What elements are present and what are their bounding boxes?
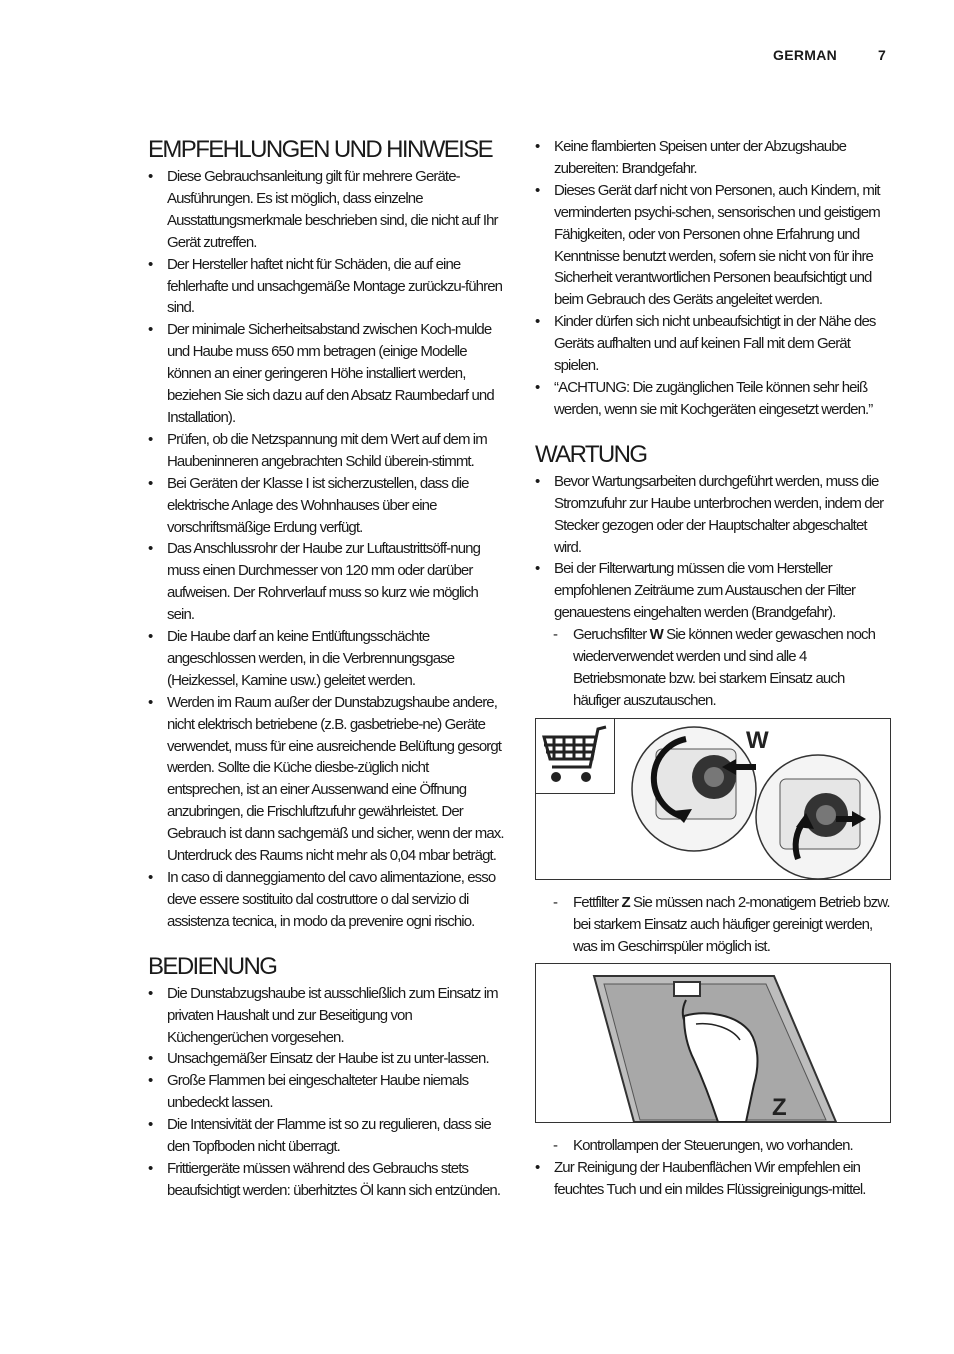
list-item: • Bevor Wartungsarbeiten durchgeführt werden, muss die Stromzufuhr zur Haube unterbrochen werden, indem der Stecker gezogen oder der Hauptschalter abgeschaltet wird. <box>535 472 884 556</box>
section-title-empfehlungen: EMPFEHLUNGEN UND HINWEISE <box>148 136 493 163</box>
bullet: • <box>148 1072 153 1090</box>
bullet: • <box>148 1116 153 1134</box>
bullet: • <box>535 472 540 490</box>
bullet: • <box>535 181 540 199</box>
bullet: • <box>148 540 153 558</box>
bullet: • <box>148 984 153 1002</box>
bullet: • <box>148 321 153 339</box>
bullet: • <box>535 560 540 578</box>
filter-z-illustration <box>536 964 892 1122</box>
right-column <box>535 136 891 1201</box>
bullet: • <box>148 1159 153 1177</box>
dash: - <box>553 893 558 911</box>
section-title-bedienung: BEDIENUNG <box>148 952 277 980</box>
figure-label-z: Z <box>772 1094 787 1122</box>
list-item: • Der Hersteller haftet nicht für Schäden, die auf eine fehlerhafte und unsachgemäße Montage zurückzu-führen sind. <box>148 255 503 317</box>
list-item: • Unsachgemäßer Einsatz der Haube ist zu unter-lassen. <box>148 1048 504 1070</box>
page-number: 7 <box>878 47 886 63</box>
list-empfehlungen <box>148 166 504 933</box>
list-item: • Der minimale Sicherheitsabstand zwischen Koch-mulde und Haube muss 650 mm betragen (einige Modelle können an einer geringeren Höhe installiert werden, beziehen Sie sich dazu auf den Absatz Raumbedarf und Installation). <box>148 321 494 426</box>
figure-label-w: W <box>746 726 769 754</box>
bullet: • <box>535 313 540 331</box>
bullet: • <box>148 693 153 711</box>
bullet: • <box>148 869 153 886</box>
list-item-reinigung: • Zur Reinigung der Haubenflächen Wir empfehlen ein feuchtes Tuch und ein mildes Flüssigreinigungs-mittel. <box>535 1159 866 1199</box>
bullet: • <box>148 1050 153 1068</box>
figure-geruchsfilter <box>535 718 891 880</box>
filter-code-z: Z <box>621 893 630 911</box>
list-item: • Die Dunstabzugshaube ist ausschließlich zum Einsatz im privaten Haushalt und zur Beseitigung von Küchengerüchen vorgesehen. <box>148 984 498 1046</box>
figure-fettfilter <box>535 963 891 1123</box>
list-fettfilter <box>535 892 891 958</box>
dash: - <box>553 626 558 644</box>
list-item: • In caso di danneggiamento del cavo alimentazione, esso deve essere sostituito dal costruttore o dal servizio di assistenza tecnica, in modo da prevenire ogni rischio. <box>148 869 496 930</box>
list-item: • “ACHTUNG: Die zugänglichen Teile können sehr heiß werden, wenn sie mit Kochgeräten eingesetzt werden.” <box>535 378 873 418</box>
list-item-geruchsfilter: - Geruchsfilter W Sie können weder gewaschen noch wiederverwendet werden und sind alle 4 Betriebsmonate bzw. bei starkem Einsatz auch häufiger auszutauschen. <box>553 626 876 709</box>
section-title-wartung: WARTUNG <box>535 440 647 468</box>
list-item: • Prüfen, ob die Netzspannung mit dem Wert auf dem im Haubeninneren angebrachten Schild überein-stimmt. <box>148 430 487 470</box>
list-item: • Die Haube darf an keine Entlüftungsschächte angeschlossen werden, in die Verbrennungsgase (Heizkessel, Kamine usw.) geleitet werden. <box>148 628 455 689</box>
list-item: • Dieses Gerät darf nicht von Personen, auch Kindern, mit verminderten psychi-schen, sensorischen und geistigem Fähigkeiten, oder von Personen ohne Erfahrung und Kenntnisse benutzt werden, sofern sie nicht von für ihre Sicherheit verantwortlichen Personen beaufsichtigt und beim Gebrauch des Geräts angeleitet werden. <box>535 181 880 309</box>
list-item: • Kinder dürfen sich nicht unbeaufsichtigt in der Nähe des Geräts aufhalten und auf keinen Fall mit dem Gerät spielen. <box>535 313 876 375</box>
list-item: • Bei der Filterwartung müssen die vom Hersteller empfohlenen Zeiträume zum Austauschen der Filter genauestens eingehalten werden (Brandgefahr). <box>535 560 856 622</box>
list-item-fettfilter: - Fettfilter Z Sie müssen nach 2-monatigem Betrieb bzw. bei starkem Einsatz auch häufiger gereinigt werden, was im Geschirrspüler möglich ist. <box>553 893 890 955</box>
list-item: • Keine flambierten Speisen unter der Abzugshaube zubereiten: Brandgefahr. <box>535 138 847 177</box>
list-wartung <box>535 471 891 712</box>
list-item: • Frittiergeräte müssen während des Gebrauchs stets beaufsichtigt werden: überhitztes Öl kann sich entzünden. <box>148 1159 501 1199</box>
list-item: • Das Anschlussrohr der Haube zur Luftaustrittsöff-nung muss einen Durchmesser von 120 mm oder darüber aufweisen. Der Rohrverlauf muss so kurz wie möglich sein. <box>148 540 481 624</box>
bullet: • <box>148 255 153 273</box>
list-item: • Bei Geräten der Klasse I ist sicherzustellen, dass die elektrische Anlage des Wohnhauses über eine vorschriftsmäßige Erdung verfügt. <box>148 474 469 536</box>
bullet: • <box>148 628 153 646</box>
filter-w-illustration <box>536 719 892 879</box>
header-language: GERMAN <box>773 47 838 63</box>
left-column <box>148 136 504 1202</box>
list-item: • Werden im Raum außer der Dunstabzugshaube andere, nicht elektrisch betriebene (z.B. gasbetriebe-ne) Geräte verwendet, muss für eine ausreichende Belüftung gesorgt werden. Sollte die Küche diesbe-züglich nicht entsprechen, ist an einer Aussenwand eine Öffnung anzubringen, die Frischluftzufuhr gewährleistet. Der Gebrauch ist dann sachgemäß und sicher, wenn der max. Unterdruck des Raums nicht mehr als 0,04 mbar beträgt. <box>148 693 504 865</box>
list-item: • Die Intensivität der Flamme ist so zu regulieren, dass sie den Topfboden nicht überragt. <box>148 1116 491 1156</box>
list-safety-continued <box>535 136 891 421</box>
bullet: • <box>535 1159 540 1177</box>
list-item: • Diese Gebrauchsanleitung gilt für mehrere Geräte-Ausführungen. Es ist möglich, dass einzelne Ausstattungsmerkmale beschrieben sind, die nicht auf Ihr Gerät zutreffen. <box>148 168 498 251</box>
dash: - <box>553 1137 558 1155</box>
list-bedienung <box>148 983 504 1202</box>
list-item: • Große Flammen bei eingeschalteter Haube niemals unbedeckt lassen. <box>148 1072 469 1112</box>
bullet: • <box>148 168 153 185</box>
bullet: • <box>148 474 153 492</box>
bullet: • <box>148 430 153 448</box>
filter-code-w: W <box>649 626 663 644</box>
list-wartung-end <box>535 1135 891 1201</box>
bullet: • <box>535 138 540 155</box>
list-item-kontrolllampen: - Kontrollampen der Steuerungen, wo vorhanden. <box>535 1135 891 1157</box>
bullet: • <box>535 378 540 396</box>
